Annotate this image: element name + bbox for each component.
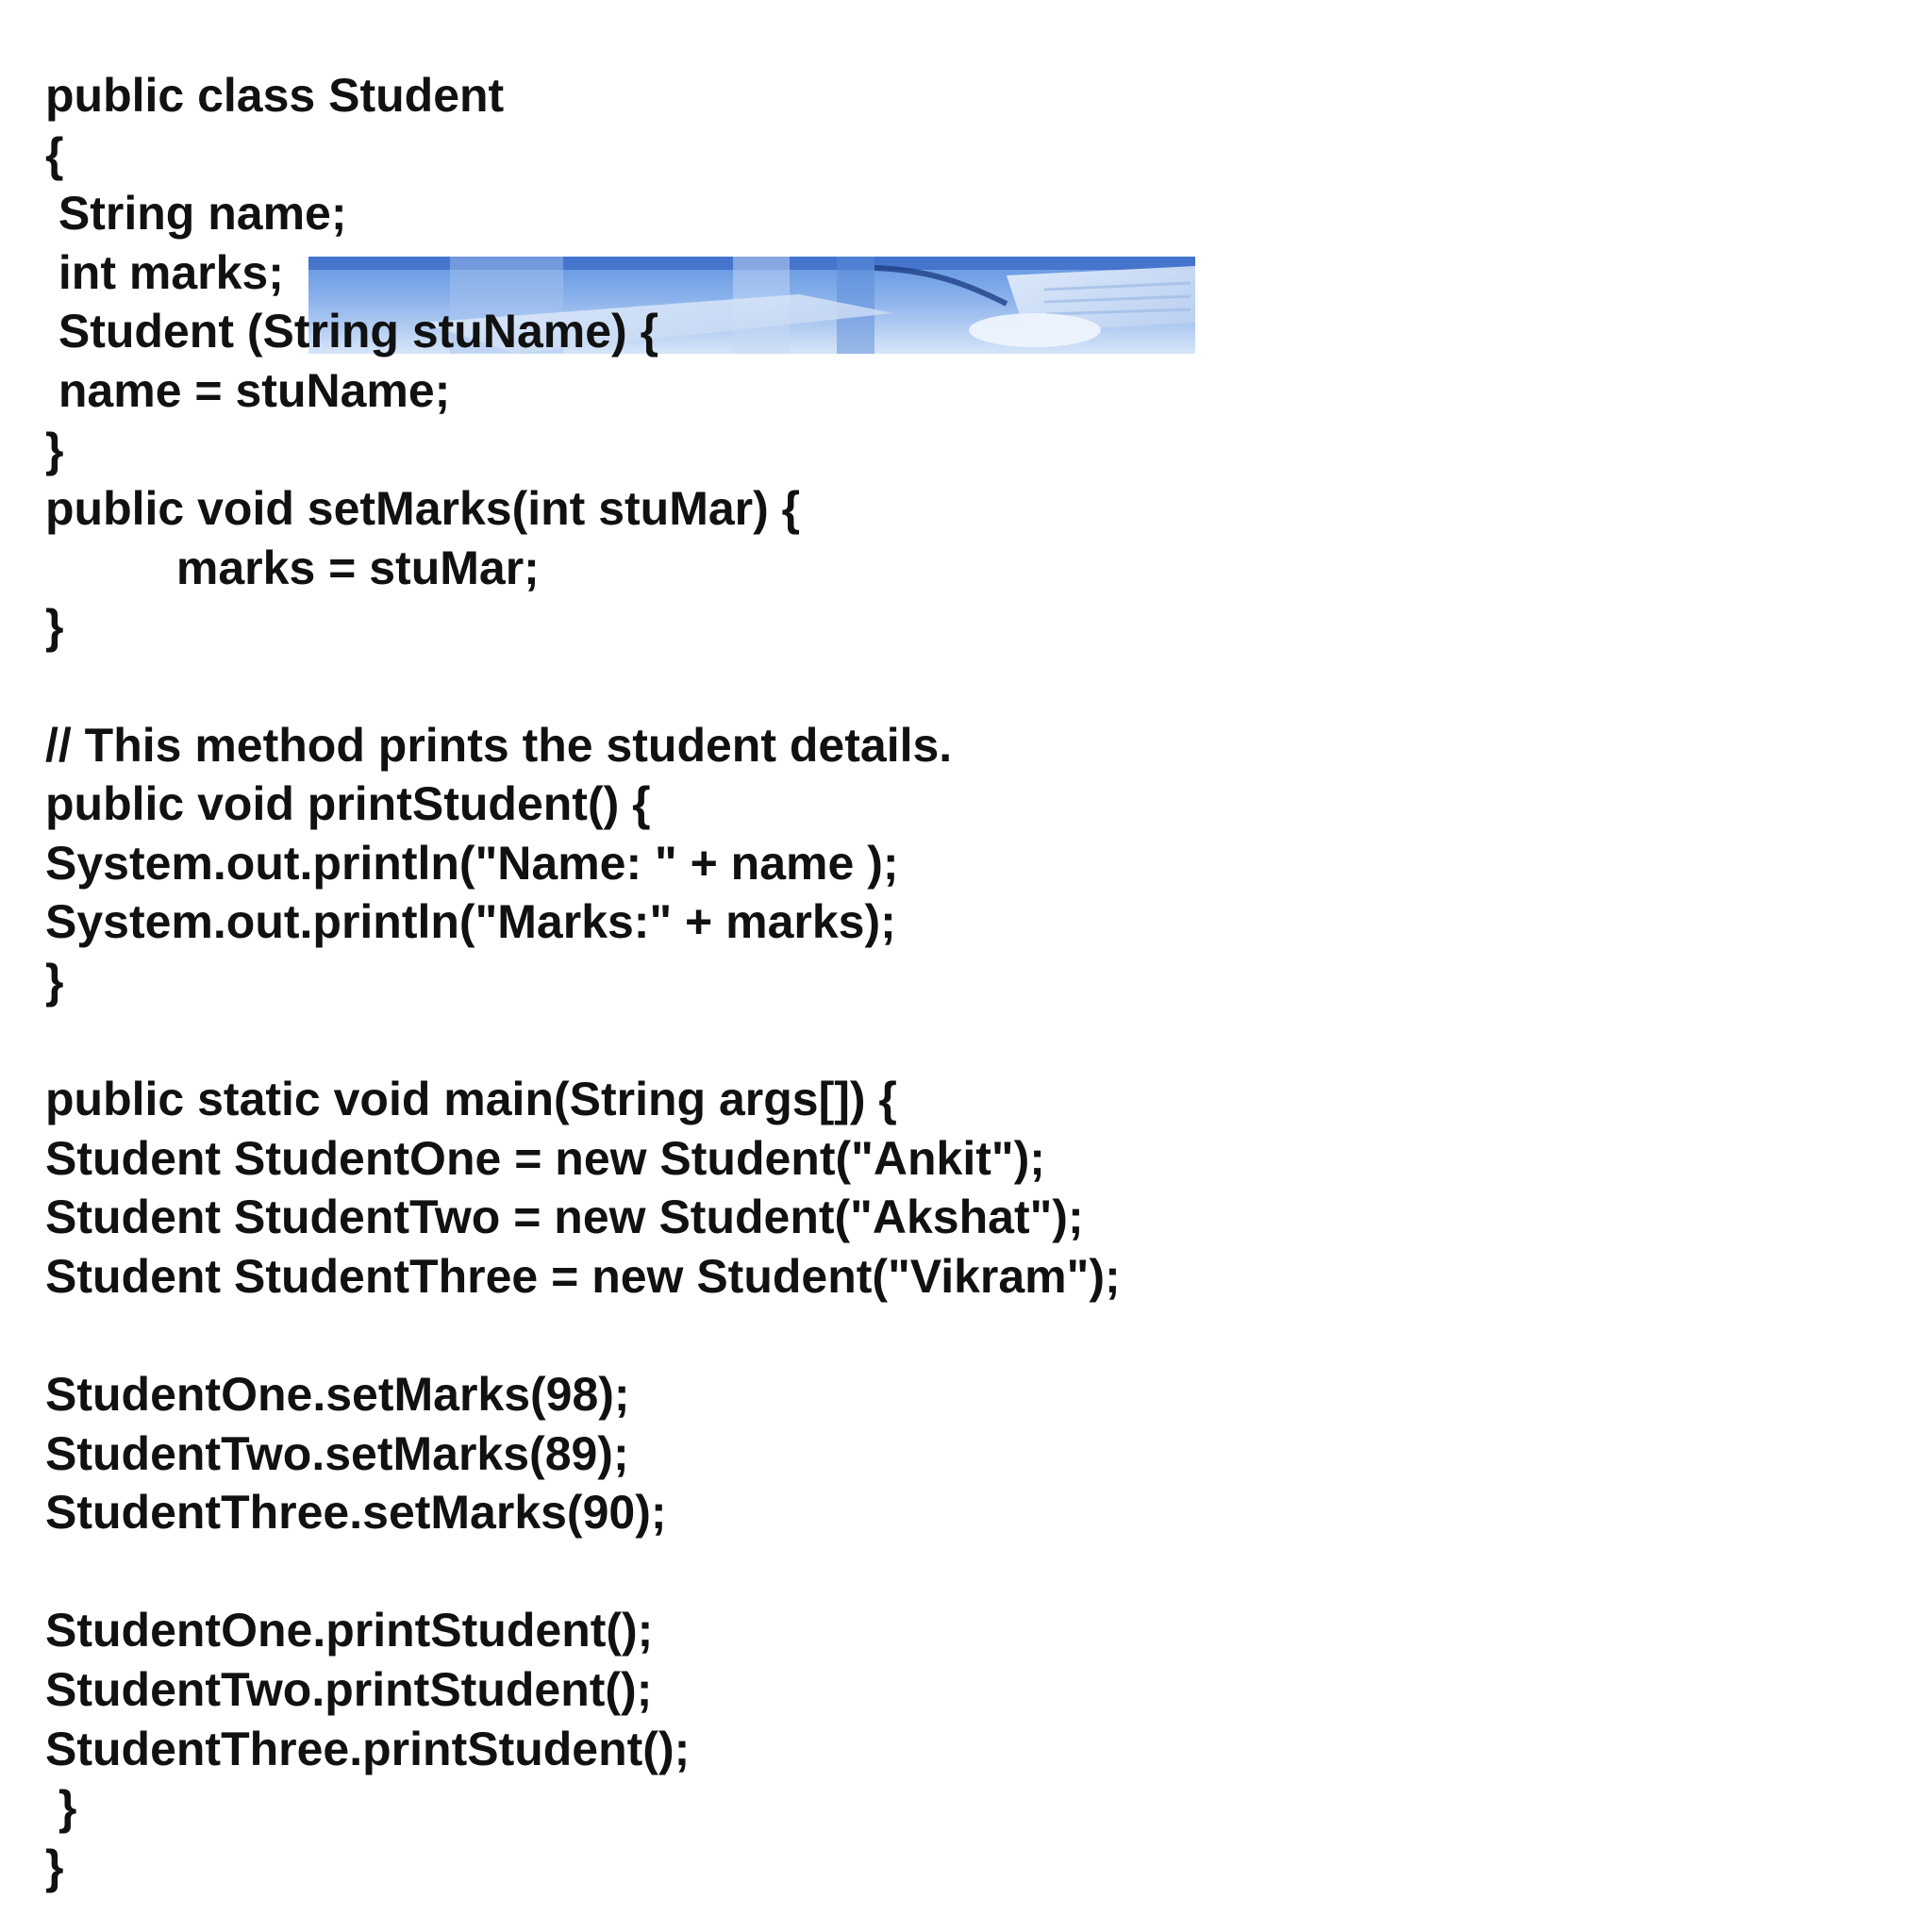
code-line: {	[45, 127, 64, 181]
code-line	[45, 1542, 1121, 1602]
code-line: }	[45, 423, 64, 476]
code-line: public class Student	[45, 69, 505, 122]
code-line	[45, 1011, 1121, 1071]
code-line: name = stuName;	[45, 363, 451, 417]
code-line: // This method prints the student details.	[45, 718, 953, 772]
code-line: public static void main(String args[]) {	[45, 1073, 897, 1126]
code-line: System.out.println("Marks:" + marks);	[45, 895, 896, 949]
code-line	[45, 1306, 1121, 1365]
code-line: StudentTwo.printStudent();	[45, 1663, 653, 1717]
code-line: Student StudentTwo = new Student("Akshat");	[45, 1191, 1084, 1244]
code-line: }	[45, 1781, 77, 1835]
code-line: System.out.println("Name: " + name );	[45, 836, 899, 890]
code-line	[45, 657, 1121, 716]
code-line: String name;	[45, 187, 347, 241]
code-line: StudentThree.printStudent();	[45, 1722, 691, 1775]
code-line: int marks;	[45, 245, 284, 299]
code-line: StudentTwo.setMarks(89);	[45, 1426, 629, 1480]
code-listing	[45, 66, 1121, 1896]
code-line: }	[45, 600, 64, 654]
code-line: Student StudentThree = new Student("Vikram");	[45, 1249, 1121, 1303]
code-line: public void setMarks(int stuMar) {	[45, 482, 801, 536]
code-line: marks = stuMar;	[45, 541, 540, 594]
code-line: Student StudentOne = new Student("Ankit");	[45, 1131, 1045, 1185]
code-line: Student (String stuName) {	[45, 305, 659, 358]
code-line: StudentThree.setMarks(90);	[45, 1486, 667, 1540]
code-line: }	[45, 954, 64, 1008]
code-line: }	[45, 1840, 64, 1893]
code-line: public void printStudent() {	[45, 777, 651, 831]
code-line: StudentOne.printStudent();	[45, 1604, 654, 1657]
code-line: StudentOne.setMarks(98);	[45, 1368, 630, 1422]
